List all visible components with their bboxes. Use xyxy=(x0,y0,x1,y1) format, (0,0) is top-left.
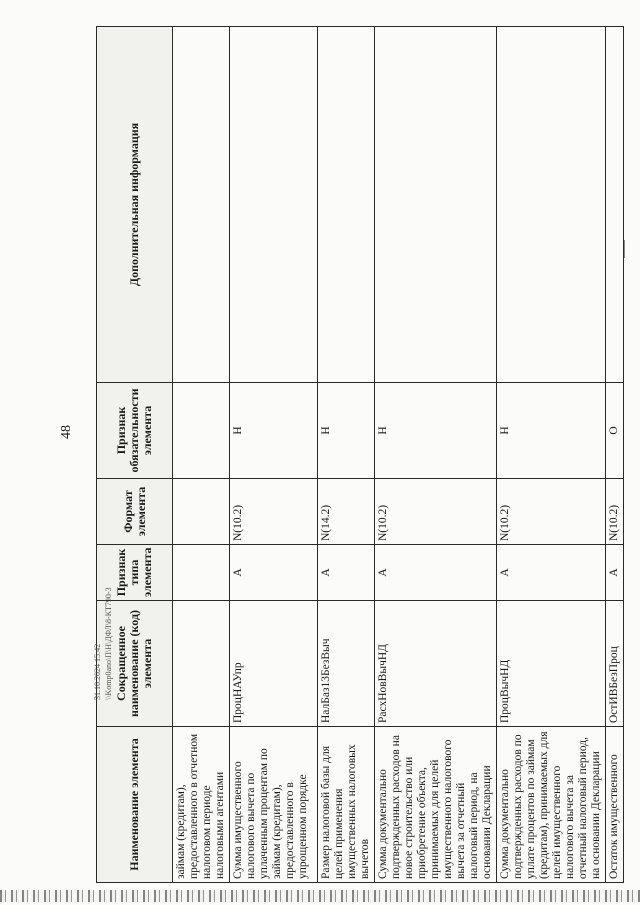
cell-format xyxy=(173,479,230,545)
header-element-format: Формат элемента xyxy=(97,479,173,545)
cell-format: N(10.2) xyxy=(375,479,497,545)
elements-table xyxy=(96,26,624,883)
stamp-date: 31.10.2024 15:42 xyxy=(93,643,102,700)
cell-format: N(10.2) xyxy=(606,479,624,545)
header-short-code: Сокращенное наименование (код) элемента xyxy=(97,601,173,727)
cell-required: Н xyxy=(230,383,318,479)
cell-info xyxy=(497,27,606,383)
cell-required: О xyxy=(606,383,624,479)
cell-type: А xyxy=(318,545,375,601)
cell-name: Остаток имущественного xyxy=(606,727,624,883)
cell-name: займам (кредитам), предоставленного в отчетном налоговом периоде налоговыми агентами xyxy=(173,727,230,883)
table-row xyxy=(497,27,606,883)
header-required-flag: Признак обязательности элемента xyxy=(97,383,173,479)
cell-code: РасхНовВычНД xyxy=(375,601,497,727)
cell-required: Н xyxy=(318,383,375,479)
table-row xyxy=(606,27,624,883)
cell-type: А xyxy=(230,545,318,601)
cell-format: N(14.2) xyxy=(318,479,375,545)
header-element-type: Признак типа элемента xyxy=(97,545,173,601)
cell-code: ПроцНАУпр xyxy=(230,601,318,727)
cell-name: Сумма имущественного налогового вычета по уплаченным процентам по займам (кредитам), предоставленного в упрощенном порядке xyxy=(230,727,318,883)
table-row xyxy=(173,27,230,883)
cell-required: Н xyxy=(375,383,497,479)
cell-type xyxy=(173,545,230,601)
elements-table-wrapper xyxy=(96,27,620,883)
cell-name: Размер налоговой базы для целей применения имущественных налоговых вычетов xyxy=(318,727,375,883)
cell-format: N(10.2) xyxy=(497,479,606,545)
scan-mark xyxy=(624,240,625,258)
cell-info xyxy=(375,27,497,383)
cell-code: ОстИВБезПроц xyxy=(606,601,624,727)
cell-type: А xyxy=(375,545,497,601)
cell-type: А xyxy=(497,545,606,601)
cell-info xyxy=(173,27,230,383)
page-number: 48 xyxy=(59,425,74,439)
table-row xyxy=(230,27,318,883)
cell-type: А xyxy=(606,545,624,601)
cell-info xyxy=(318,27,375,383)
cell-code: ПроцВычНД xyxy=(497,601,606,727)
cell-code: НалБаз13БезВыч xyxy=(318,601,375,727)
cell-required xyxy=(173,383,230,479)
cell-required: Н xyxy=(497,383,606,479)
cell-name: Сумма документально подтвержденных расходов по уплате процентов по займам (кредитам), принимаемых для целей имущественного налогового вычета за отчетный налоговый период, на основании Декларации xyxy=(497,727,606,883)
stamp-path: \\Komp0ano\П\Н\ДФЛ\8-КТ790-3 xyxy=(104,587,113,700)
cell-info xyxy=(230,27,318,383)
cell-name: Сумма документально подтвержденных расходов на новое строительство или приобретение объекта, принимаемых для целей имущественного налогового вычета за отчетный налоговый период, на основании Декларации xyxy=(375,727,497,883)
table-header-row xyxy=(97,27,173,883)
header-element-name: Наименование элемента xyxy=(97,727,173,883)
table-row xyxy=(375,27,497,883)
table-row xyxy=(318,27,375,883)
cell-code xyxy=(173,601,230,727)
cell-info xyxy=(606,27,624,383)
cell-format: N(10.2) xyxy=(230,479,318,545)
scan-edge-artifact xyxy=(0,890,640,902)
header-additional-info: Дополнительная информация xyxy=(97,27,173,383)
